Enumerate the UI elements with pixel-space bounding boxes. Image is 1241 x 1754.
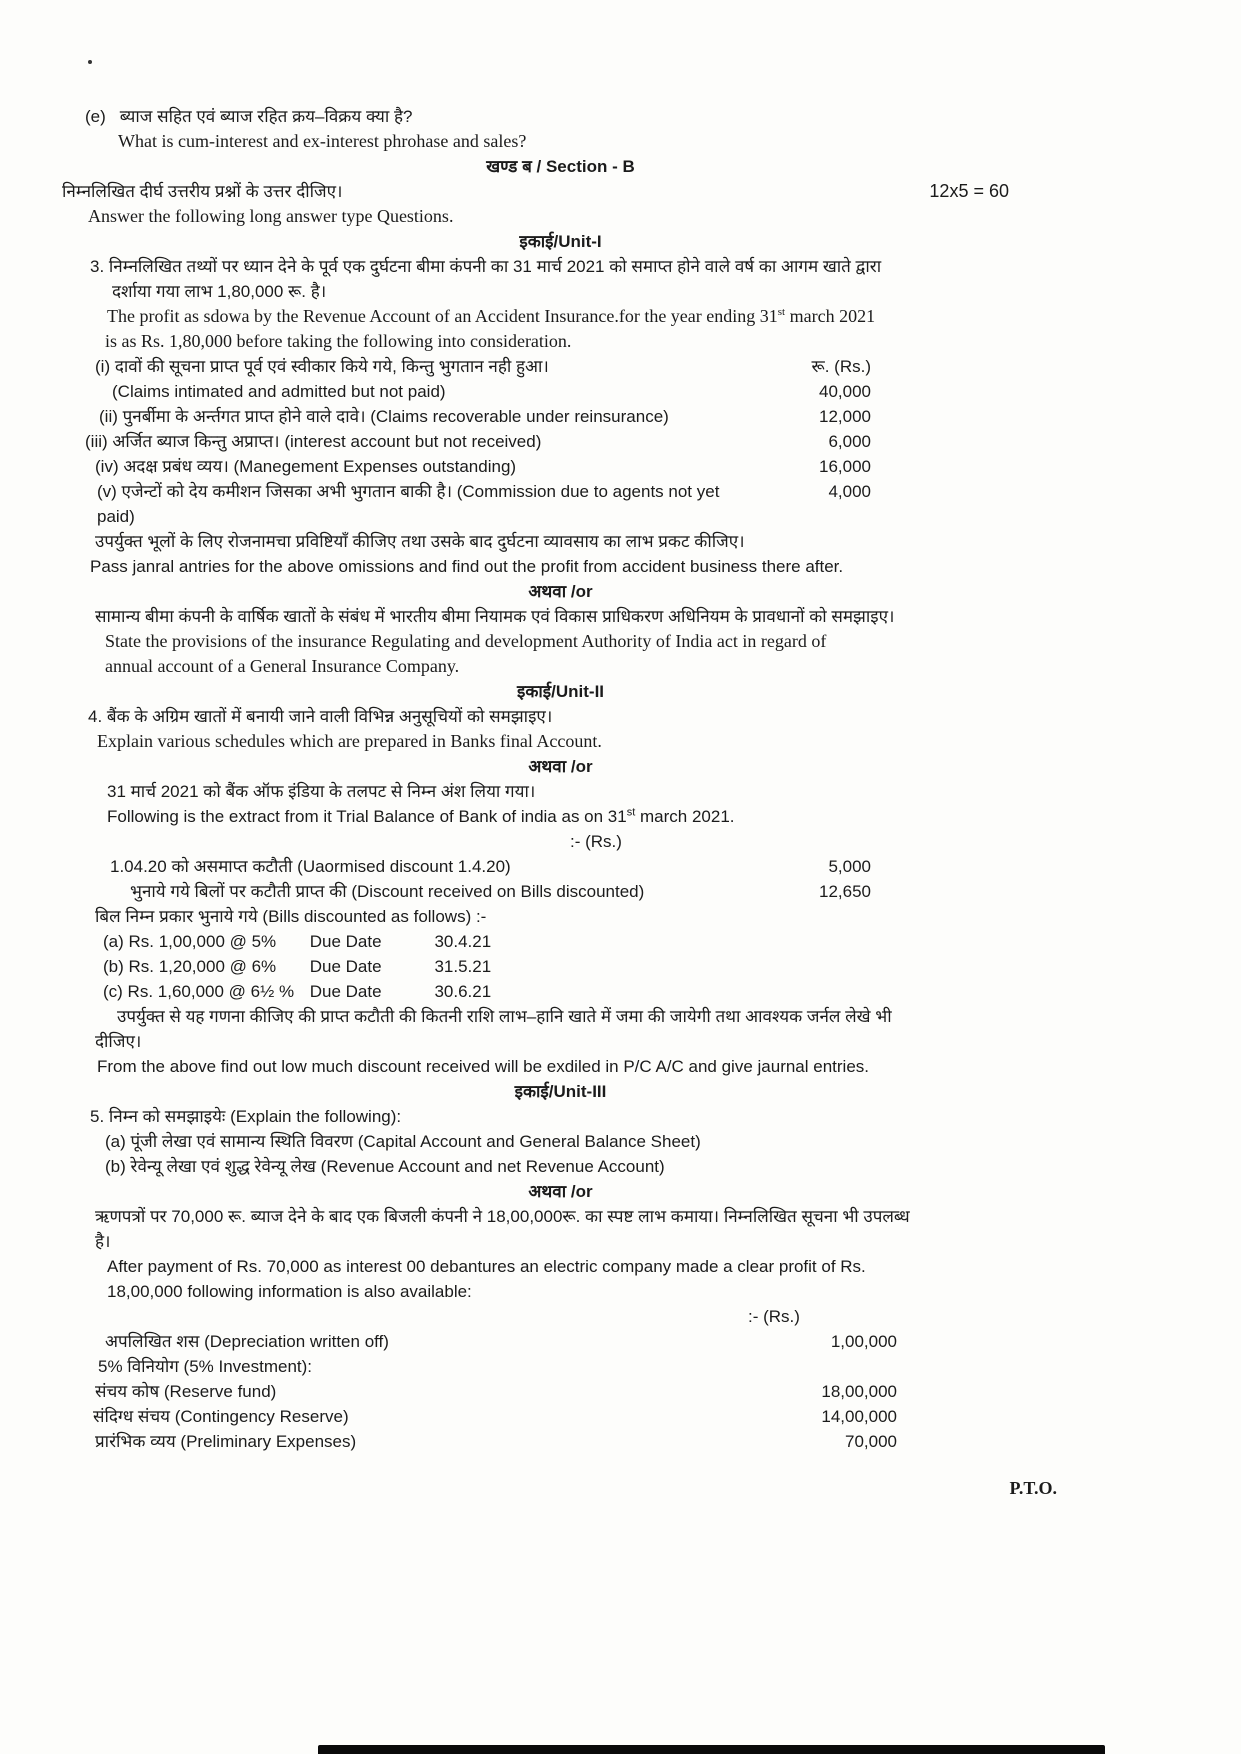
q5-intro: 5. निम्न को समझाइयेः (Explain the following): <box>90 1107 402 1126</box>
bill-c-amount: (c) Rs. 1,60,000 @ 6½ % <box>103 982 295 1001</box>
pto-label: P.T.O. <box>1009 1478 1057 1498</box>
unit3-row-depreciation <box>105 1329 1061 1354</box>
q3-item-ii-value: 12,000 <box>819 407 871 426</box>
unit3-heading: इकाई/Unit-III <box>514 1082 607 1101</box>
unit2-closing-hindi-line1: उपर्युक्त से यह गणना कीजिए की प्राप्त कटौती की कितनी राशि लाभ–हानि खाते में जमा की जायेगी तथा आवश्यक जर्नल लेखे भी <box>117 1007 892 1026</box>
q3-english-superscript: st <box>777 306 786 318</box>
section-b-instruction-hindi: निम्नलिखित दीर्घ उत्तरीय प्रश्नों के उत्तर दीजिए। <box>62 182 343 201</box>
question-e-number: (e) <box>85 107 106 126</box>
bill-a-due-label: Due Date <box>309 932 382 951</box>
q5-item-b: (b) रेवेन्यू लेखा एवं शुद्ध रेवेन्यू लेख (Revenue Account and net Revenue Account) <box>105 1157 665 1176</box>
q4-alt-hindi: 31 मार्च 2021 को बैंक ऑफ इंडिया के तलपट से निम्न अंश लिया गया। <box>107 782 536 801</box>
q3-item-v-text: (v) एजेन्टों को देय कमीशन जिसका अभी भुगतान बाकी है। (Commission due to agents not yet paid) <box>97 482 720 526</box>
q5-alt-hindi-line1: ऋणपत्रों पर 70,000 रू. ब्याज देने के बाद एक बिजली कंपनी ने 18,00,000रू. का स्पष्ट लाभ कमाया। निम्नलिखित सूचना भी उपलब्ध <box>95 1207 910 1226</box>
bill-a-amount: (a) Rs. 1,00,000 @ 5% <box>103 932 277 951</box>
q3-item-iii-value: 6,000 <box>828 432 871 451</box>
section-b-instruction-row <box>62 179 1061 204</box>
q3-alt-english-line2: annual account of a General Insurance Company. <box>105 656 460 676</box>
q3-item-iii-text: (iii) अर्जित ब्याज किन्तु अप्राप्त। (interest account but not received) <box>85 432 542 451</box>
unit3-row-preliminary-expenses <box>95 1429 1061 1454</box>
unit2-closing-hindi-line2: दीजिए। <box>95 1032 142 1051</box>
bills-intro: बिल निम्न प्रकार भुनाये गये (Bills discounted as follows) :- <box>95 907 487 926</box>
q5-alt-english-line2: 18,00,000 following information is also available: <box>107 1282 472 1301</box>
bill-b-amount: (b) Rs. 1,20,000 @ 6% <box>103 957 277 976</box>
unit3-row-5-text: प्रारंभिक व्यय (Preliminary Expenses) <box>95 1432 357 1451</box>
unit3-rs-label: :- (Rs.) <box>748 1307 800 1326</box>
bill-b-due-label: Due Date <box>309 957 382 976</box>
unit3-row-3-text: संचय कोष (Reserve fund) <box>95 1382 277 1401</box>
bill-a-due-date: 30.4.21 <box>434 932 492 951</box>
q3-item-i <box>95 354 1061 379</box>
question-e-hindi-text: ब्याज सहित एवं ब्याज रहित क्रय–विक्रय क्या है? <box>119 107 413 126</box>
q3-item-iv <box>95 454 1061 479</box>
q3-closing-hindi: उपर्युक्त भूलों के लिए रोजनामचा प्रविष्टियाँ कीजिए तथा उसके बाद दुर्घटना व्यावसाय का लाभ प्रकट कीजिए। <box>95 532 745 551</box>
q3-item-ii <box>99 404 1061 429</box>
unit2-row-unamortised-discount <box>110 854 1061 879</box>
bill-b-due-date: 31.5.21 <box>434 957 492 976</box>
unit3-row-1-value: 1,00,000 <box>830 1332 897 1351</box>
bill-row-c <box>103 979 1061 1004</box>
bill-row-a <box>103 929 1061 954</box>
unit1-heading: इकाई/Unit-I <box>519 232 602 251</box>
unit2-row-2-value: 12,650 <box>819 882 871 901</box>
scan-edge-artifact <box>318 1745 1105 1754</box>
q3-closing-english: Pass janral antries for the above omissions and find out the profit from accident business there after. <box>90 557 844 576</box>
question-e-hindi-line <box>85 104 1061 129</box>
q3-item-i-text: (i) दावों की सूचना प्राप्त पूर्व एवं स्वीकार किये गये, किन्तु भुगतान नही हुआ। <box>95 357 549 376</box>
unit3-row-reserve-fund <box>95 1379 1061 1404</box>
q3-item-ii-text: (ii) पुनर्बीमा के अर्न्तगत प्राप्त होने वाले दावे। (Claims recoverable under reinsurance) <box>99 407 669 426</box>
rs-column-header: रू. (Rs.) <box>811 357 871 376</box>
unit3-row-contingency-reserve <box>93 1404 1061 1429</box>
q4-alt-english-b: march 2021. <box>635 807 735 826</box>
q5-alt-english-line1: After payment of Rs. 70,000 as interest 00 debantures an electric company made a clear profit of Rs. <box>107 1257 866 1276</box>
section-b-marks: 12x5 = 60 <box>929 181 1009 201</box>
unit3-row-4-value: 14,00,000 <box>821 1407 897 1426</box>
unit3-row-4-text: संदिग्ध संचय (Contingency Reserve) <box>93 1407 349 1426</box>
section-b-heading: खण्ड ब / Section - B <box>486 157 635 176</box>
q4-hindi: 4. बैंक के अग्रिम खातों में बनायी जाने वाली विभिन्न अनुसूचियों को समझाइए। <box>88 707 553 726</box>
unit2-heading: इकाई/Unit-II <box>516 682 605 701</box>
q3-item-v <box>97 479 1061 529</box>
q3-item-i-english <box>112 379 1061 404</box>
q3-english-line1-a: The profit as sdowa by the Revenue Account of an Accident Insurance.for the year ending 31 <box>107 306 778 326</box>
q4-english: Explain various schedules which are prepared in Banks final Account. <box>97 731 602 751</box>
q3-item-i-value: 40,000 <box>819 382 871 401</box>
q5-alt-hindi-line2: है। <box>95 1232 111 1251</box>
section-b-instruction-english: Answer the following long answer type Questions. <box>88 206 454 226</box>
unit3-or-label: अथवा /or <box>528 1182 593 1201</box>
unit2-row-discount-received <box>130 879 1061 904</box>
unit2-row-1-value: 5,000 <box>828 857 871 876</box>
unit2-closing-english: From the above find out low much discount received will be exdiled in P/C A/C and give jaurnal entries. <box>97 1057 870 1076</box>
q3-alt-hindi: सामान्य बीमा कंपनी के वार्षिक खातों के संबंध में भारतीय बीमा नियामक एवं विकास प्राधिकरण अधिनियम के प्रावधानों को समझाइए। <box>95 607 895 626</box>
unit2-rs-label: :- (Rs.) <box>570 832 622 851</box>
unit3-row-1-text: अपलिखित शस (Depreciation written off) <box>105 1332 389 1351</box>
unit2-row-2-text: भुनाये गये बिलों पर कटौती प्राप्त की (Discount received on Bills discounted) <box>130 882 645 901</box>
q3-item-iv-text: (iv) अदक्ष प्रबंध व्यय। (Manegement Expenses outstanding) <box>95 457 517 476</box>
q5-item-a: (a) पूंजी लेखा एवं सामान्य स्थिति विवरण (Capital Account and General Balance Sheet) <box>105 1132 701 1151</box>
q3-item-iv-value: 16,000 <box>819 457 871 476</box>
unit1-or-label: अथवा /or <box>528 582 593 601</box>
q3-item-i-english-text: (Claims intimated and admitted but not paid) <box>112 382 446 401</box>
unit3-row-3-value: 18,00,000 <box>821 1382 897 1401</box>
unit3-row-2-text: 5% विनियोग (5% Investment): <box>98 1357 313 1376</box>
q3-english-line1 <box>107 304 1061 329</box>
q4-alt-english-a: Following is the extract from it Trial Balance of Bank of india as on 31 <box>107 807 627 826</box>
bill-c-due-date: 30.6.21 <box>434 982 492 1001</box>
unit2-row-1-text: 1.04.20 को असमाप्त कटौती (Uaormised discount 1.4.20) <box>110 857 511 876</box>
q3-item-iii <box>85 429 1061 454</box>
q3-hindi-line1: 3. निम्नलिखित तथ्यों पर ध्यान देने के पूर्व एक दुर्घटना बीमा कंपनी का 31 मार्च 2021 को समाप्त होने वाले वर्ष का आगम खाते द्वारा <box>90 257 882 276</box>
q3-alt-english-line1: State the provisions of the insurance Regulating and development Authority of India act in regard of <box>105 631 827 651</box>
question-e-english-text: What is cum-interest and ex-interest phrohase and sales? <box>118 131 527 151</box>
bill-c-due-label: Due Date <box>309 982 382 1001</box>
unit2-or-label: अथवा /or <box>528 757 593 776</box>
unit3-row-investment <box>98 1354 1061 1379</box>
unit3-row-5-value: 70,000 <box>845 1432 897 1451</box>
q3-hindi-line2: दर्शाया गया लाभ 1,80,000 रू. है। <box>112 282 327 301</box>
q4-alt-english-superscript: st <box>626 806 636 819</box>
scan-artifact-dot <box>88 60 92 64</box>
bill-row-b <box>103 954 1061 979</box>
q4-alt-english <box>107 804 1061 829</box>
q3-english-line2: is as Rs. 1,80,000 before taking the following into consideration. <box>105 331 572 351</box>
page-content <box>60 104 1061 1501</box>
q3-item-v-value: 4,000 <box>828 482 871 501</box>
q3-english-line1-b: march 2021 <box>785 306 876 326</box>
unit3-row-2-value <box>787 1354 897 1379</box>
